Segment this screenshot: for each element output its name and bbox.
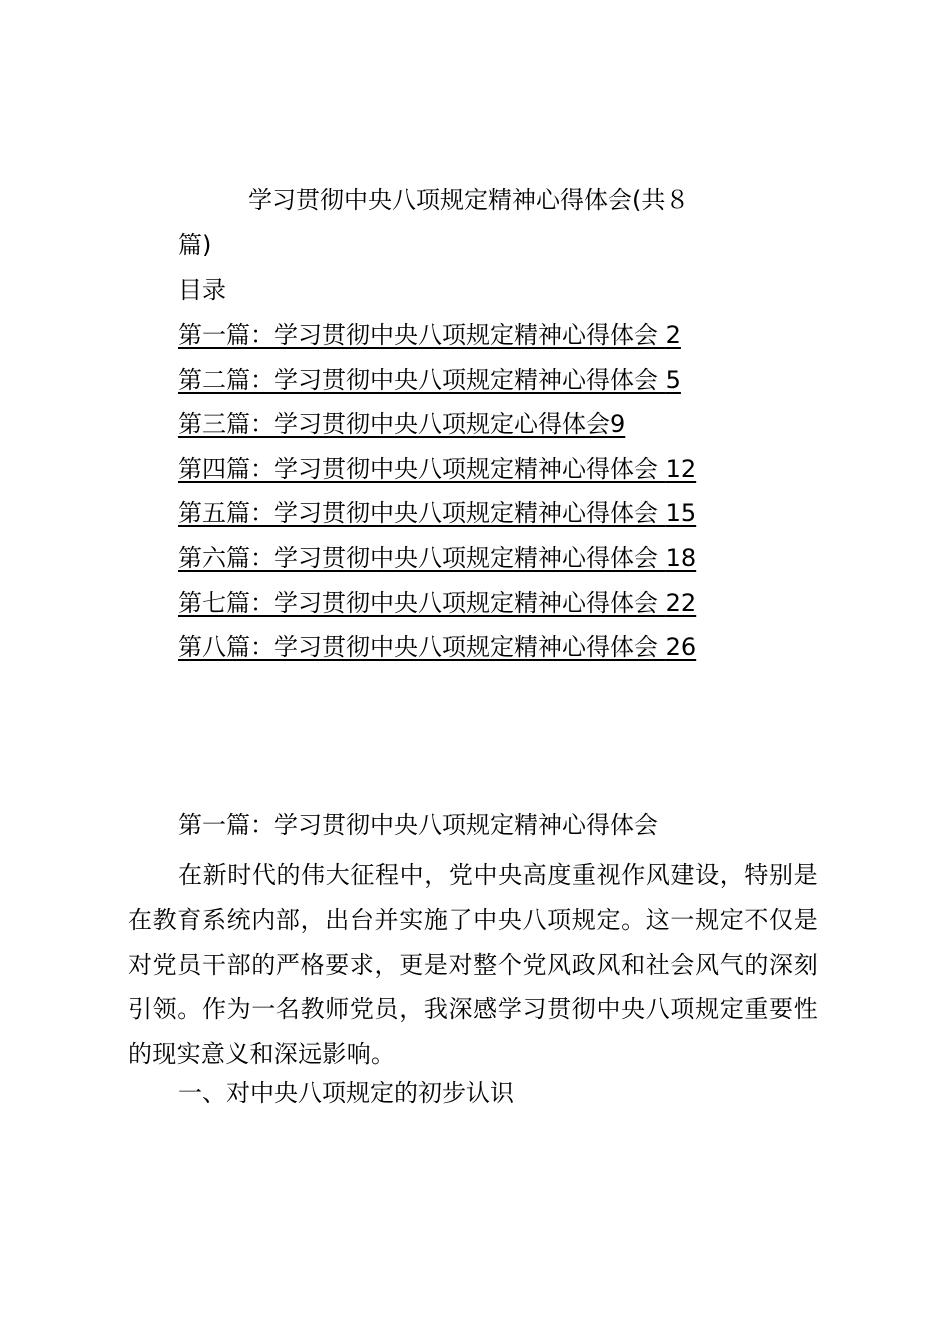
body-paragraph: 在新时代的伟大征程中，党中央高度重视作风建设，特别是在教育系统内部，出台并实施了中央八项规定。这一规定不仅是对党员干部的严格要求，更是对整个党风政风和社会风气的深刻引领。作为一名教师党员，我深感学习贯彻中央八项规定重要性的现实意义和深远影响。 [128,861,818,1069]
toc-link-label: 第七篇：学习贯彻中央八项规定精神心得体会 [178,588,658,617]
toc-link-4[interactable] [178,452,696,497]
toc-link-6[interactable] [178,541,696,586]
toc-page-number: 26 [665,633,697,662]
toc-page-number: 12 [665,454,697,483]
toc-link-label: 第二篇：学习贯彻中央八项规定精神心得体会 [178,365,658,394]
toc-link-3[interactable] [178,407,696,452]
toc-page-number: 15 [665,499,697,528]
toc-page-number: 22 [665,588,697,617]
toc-link-7[interactable] [178,586,696,631]
toc-link-1[interactable] [178,318,696,363]
toc-link-label: 第六篇：学习贯彻中央八项规定精神心得体会 [178,543,658,572]
toc-link-label: 第八篇：学习贯彻中央八项规定精神心得体会 [178,633,658,662]
document-title-continued: 篇) [178,231,212,259]
toc-page-number: 2 [665,321,681,349]
document-title: 学习贯彻中央八项规定精神心得体会(共８ [248,186,690,214]
toc-link-label: 第五篇：学习贯彻中央八项规定精神心得体会 [178,499,658,528]
toc-link-2[interactable] [178,363,696,408]
toc-page-number: 5 [665,365,681,394]
subheading: 一、对中央八项规定的初步认识 [178,1079,514,1107]
toc-page-number: 9 [610,410,626,439]
toc-link-8[interactable] [178,630,696,675]
toc-link-5[interactable] [178,496,696,541]
toc-link-label: 第三篇：学习贯彻中央八项规定心得体会 [178,410,610,439]
toc-heading: 目录 [178,276,226,304]
table-of-contents [178,318,696,675]
toc-page-number: 18 [665,543,697,572]
toc-link-label: 第四篇：学习贯彻中央八项规定精神心得体会 [178,454,658,483]
toc-link-label: 第一篇：学习贯彻中央八项规定精神心得体会 [178,321,658,349]
section-title: 第一篇：学习贯彻中央八项规定精神心得体会 [178,811,658,839]
